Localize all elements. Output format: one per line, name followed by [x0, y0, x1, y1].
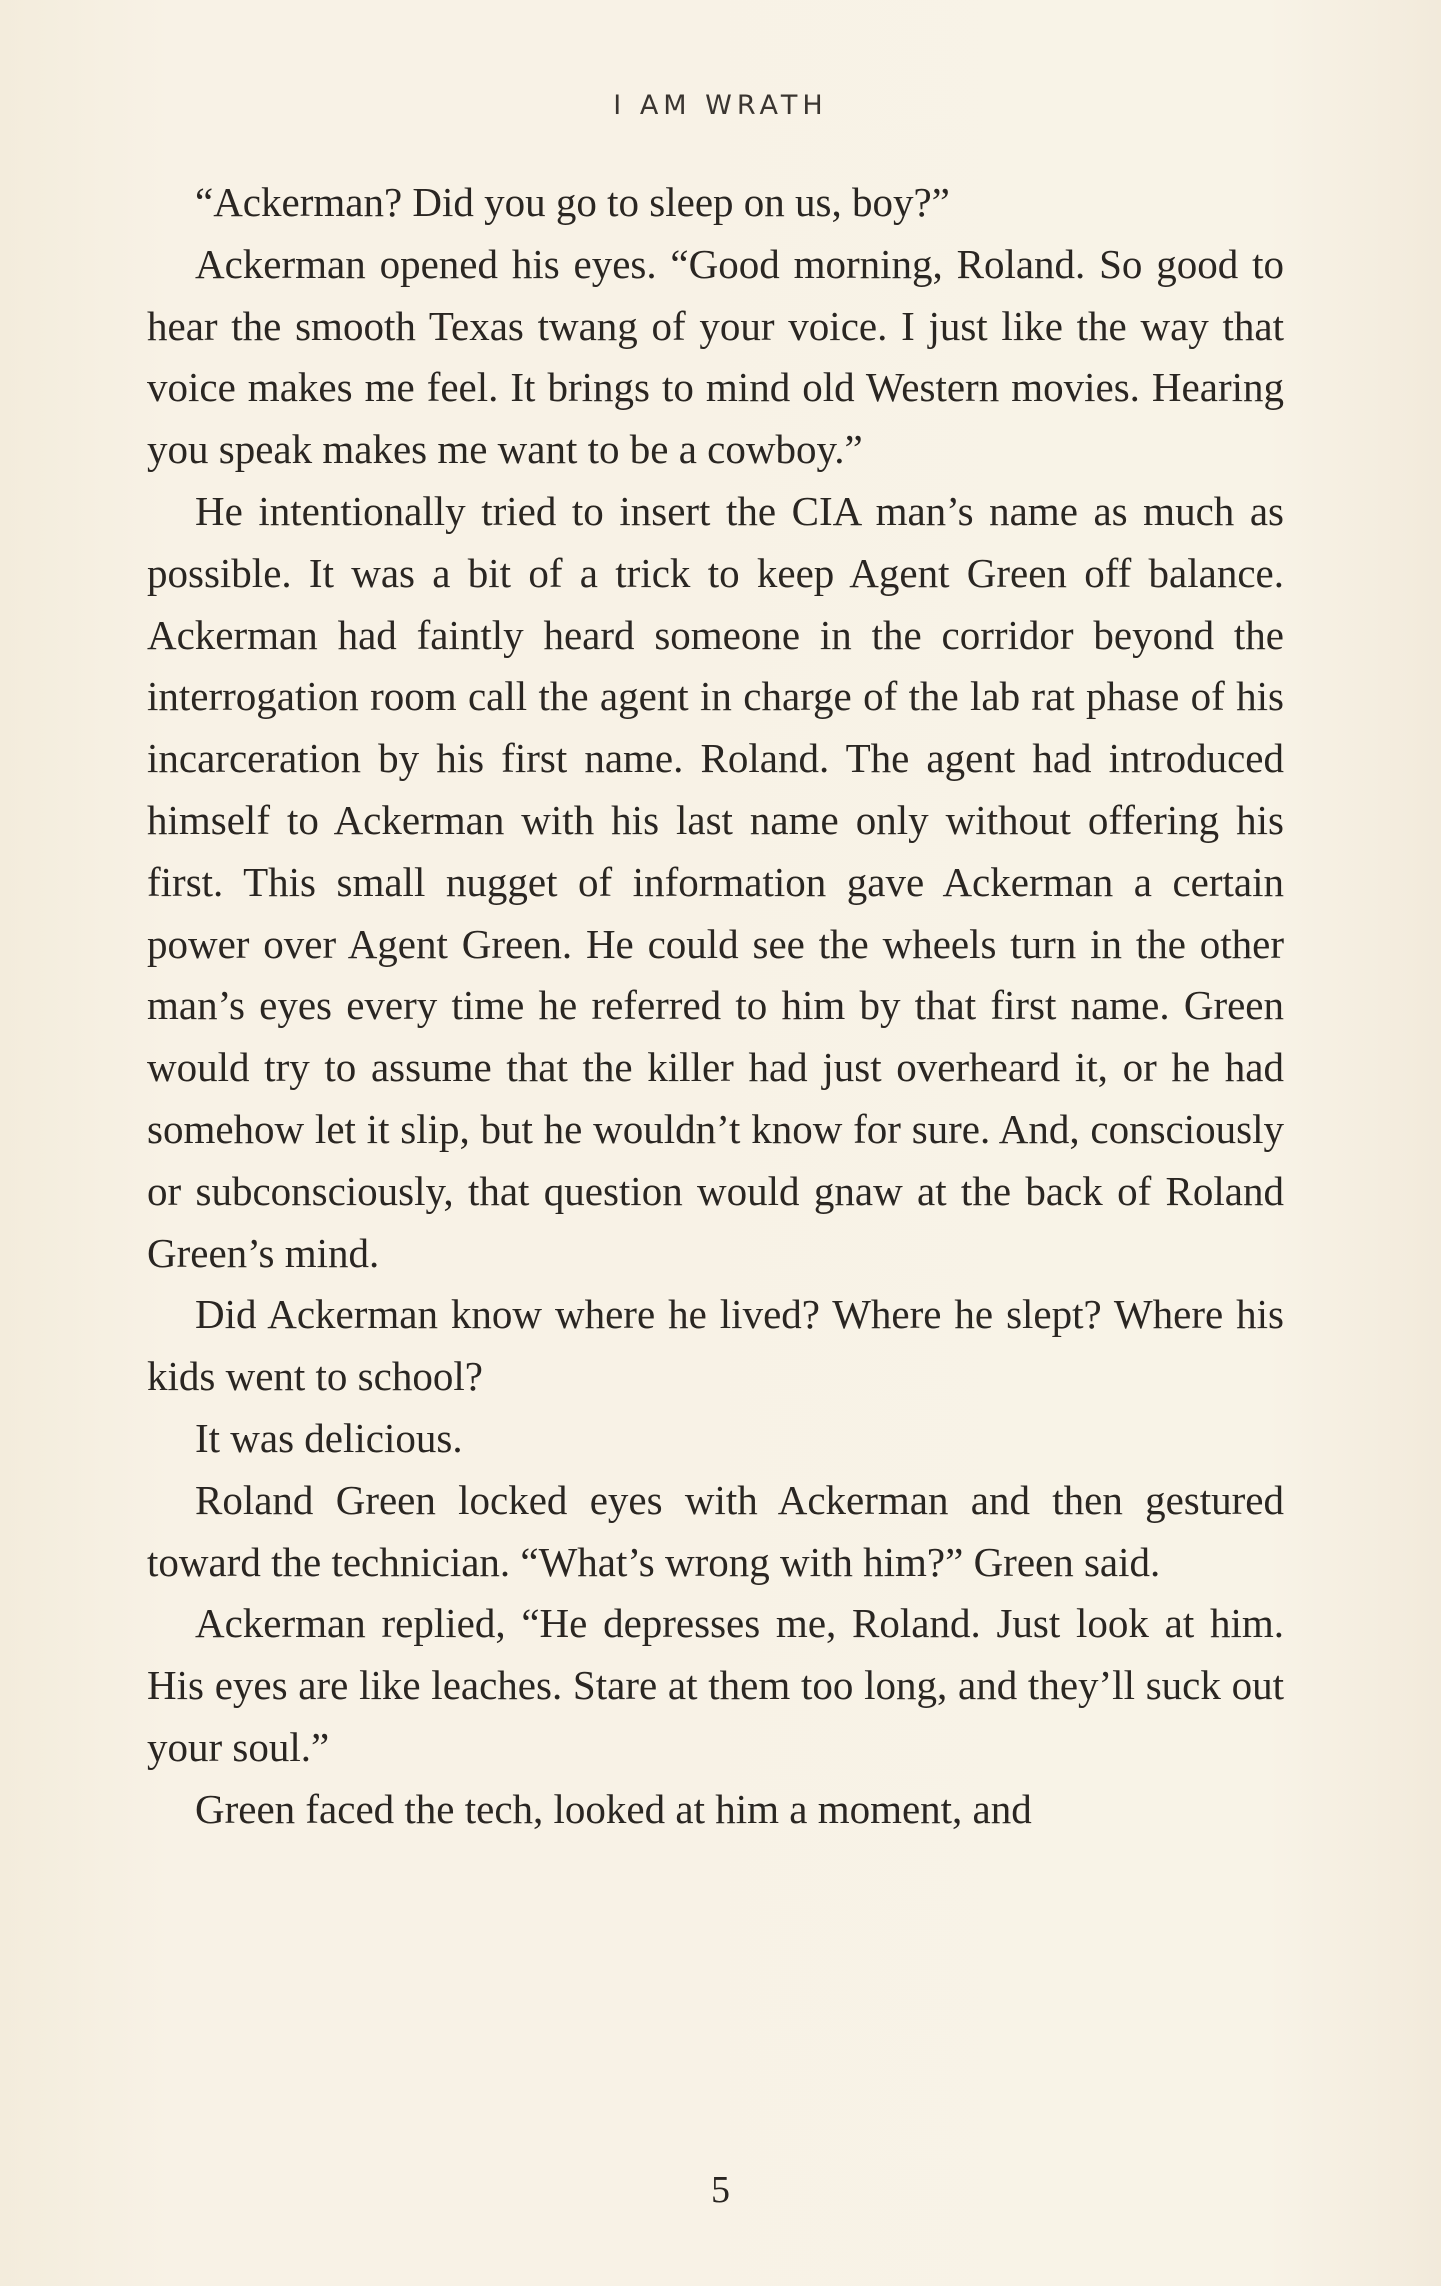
body-text	[147, 172, 1284, 1841]
paragraph: Green faced the tech, looked at him a moment, and	[195, 1785, 1032, 1832]
paragraph: Roland Green locked eyes with Ackerman and then gestured toward the technician. “What’s wrong with him?” Green said.	[147, 1476, 1284, 1585]
paragraph: It was delicious.	[195, 1414, 463, 1461]
page-number: 5	[711, 2169, 730, 2211]
paragraph: Did Ackerman know where he lived? Where he slept? Where his kids went to school?	[147, 1291, 1284, 1400]
paragraph: Ackerman replied, “He depresses me, Roland. Just look at him. His eyes are like leaches. Stare at them too long, and they’ll suck out your soul.”	[147, 1600, 1284, 1770]
paragraph: “Ackerman? Did you go to sleep on us, boy?”	[195, 179, 950, 225]
paragraph: Ackerman opened his eyes. “Good morning, Roland. So good to hear the smooth Texas twang of your voice. I just like the way that voice makes me feel. It brings to mind old Western movies. Hearing you speak makes me want to be a cowboy.”	[147, 240, 1284, 473]
paragraph: He intentionally tried to insert the CIA man’s name as much as possible. It was a bit of a trick to keep Agent Green off balance. Ackerman had faintly heard someone in the corridor beyond the interrogation room call the agent in charge of the lab rat phase of his incarceration by his first name. Roland. The agent had introduced himself to Ackerman with his last name only without offering his first. This small nugget of information gave Ackerman a certain power over Agent Green. He could see the wheels turn in the other man’s eyes every time he referred to him by that first name. Green would try to assume that the killer had just overheard it, or he had somehow let it slip, but he wouldn’t know for sure. And, consciously or subconsciously, that question would gnaw at the back of Roland Green’s mind.	[147, 487, 1284, 1276]
running-head: I AM WRATH	[613, 90, 828, 121]
